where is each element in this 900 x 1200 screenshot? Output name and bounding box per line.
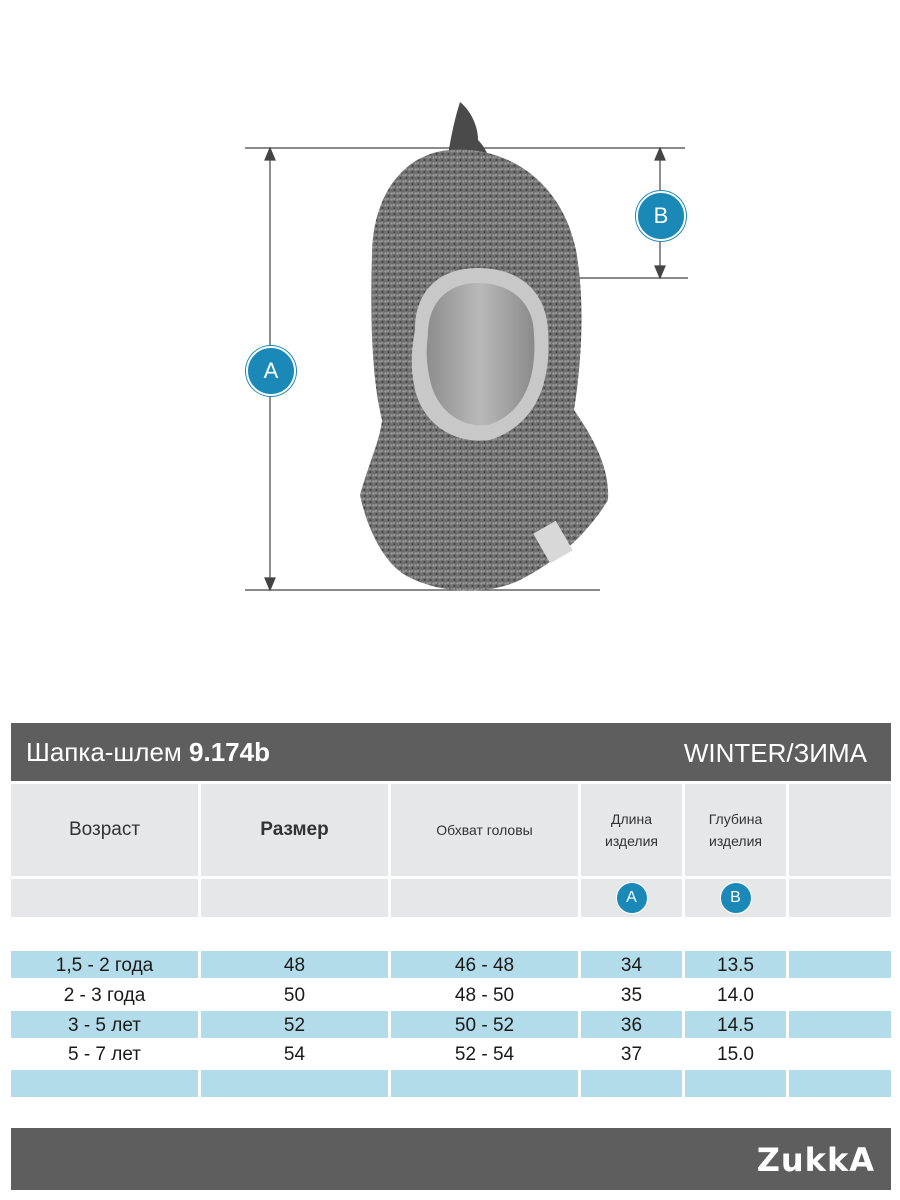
header-depth-line1: Глубина: [708, 811, 763, 827]
table-cell-extra: [789, 951, 891, 978]
table-cell-length: 34: [581, 951, 682, 978]
table-cell-size: 50: [283, 985, 306, 1006]
measurement-marker-b: B: [636, 191, 686, 241]
header-depth-line2: изделия: [709, 833, 762, 849]
table-cell-girth: 52 - 54: [454, 1044, 515, 1065]
header-length-line1: Длина: [611, 811, 652, 827]
table-cell-age: 1,5 - 2 года: [11, 951, 198, 978]
table-cell-girth: 50 - 52: [391, 1011, 578, 1038]
header-size-label: Размер: [260, 819, 329, 840]
table-cell-depth: 13.5: [685, 951, 786, 978]
table-cell-age: 5 - 7 лет: [67, 1044, 142, 1065]
table-cell-length: 37: [620, 1044, 643, 1065]
product-title-prefix: Шапка-шлем: [26, 737, 182, 767]
table-cell-length: 35: [620, 985, 643, 1006]
table-cell-size: 48: [201, 951, 388, 978]
table-cell-extra: [789, 1011, 891, 1038]
badge-b: B: [720, 882, 752, 914]
table-cell-size: 54: [283, 1044, 306, 1065]
header-head-girth-label: Обхват головы: [436, 822, 533, 838]
table-cell-age: 3 - 5 лет: [11, 1011, 198, 1038]
table-cell-empty: [201, 1070, 388, 1097]
table-cell-empty: [391, 1070, 578, 1097]
badge-row-age: [11, 879, 198, 917]
table-cell-length: 36: [581, 1011, 682, 1038]
badge-a: A: [616, 882, 648, 914]
table-cell-age: 2 - 3 года: [63, 985, 146, 1006]
badge-row-girth: [391, 879, 578, 917]
badge-row-depth: [685, 879, 786, 917]
table-cell-depth: 14.5: [685, 1011, 786, 1038]
table-cell-size: 52: [201, 1011, 388, 1038]
season-label: WINTER/ЗИМА: [683, 738, 867, 768]
header-age-label: Возраст: [68, 819, 141, 840]
brand-logo: ZukkA: [756, 1141, 875, 1179]
footer-bar: [11, 1128, 891, 1190]
badge-row-extra: [789, 879, 891, 917]
badge-row-length: [581, 879, 682, 917]
badge-row-size: [201, 879, 388, 917]
product-model: 9.174b: [189, 737, 270, 767]
product-title: [26, 737, 270, 768]
table-cell-girth: 46 - 48: [391, 951, 578, 978]
table-cell-depth: 15.0: [717, 1044, 754, 1065]
table-cell-empty: [685, 1070, 786, 1097]
product-header: [11, 723, 891, 781]
table-cell-empty: [581, 1070, 682, 1097]
header-age: [11, 784, 198, 876]
table-cell-girth: 48 - 50: [454, 985, 515, 1006]
header-depth: [685, 784, 786, 876]
header-length-line2: изделия: [605, 833, 658, 849]
header-head-girth: [391, 784, 578, 876]
header-length: [581, 784, 682, 876]
header-size: [201, 784, 388, 876]
measurement-marker-a: A: [246, 346, 296, 396]
table-cell-empty: [11, 1070, 198, 1097]
table-cell-empty: [789, 1070, 891, 1097]
table-cell-depth: 14.0: [717, 985, 754, 1006]
header-extra: [789, 784, 891, 876]
